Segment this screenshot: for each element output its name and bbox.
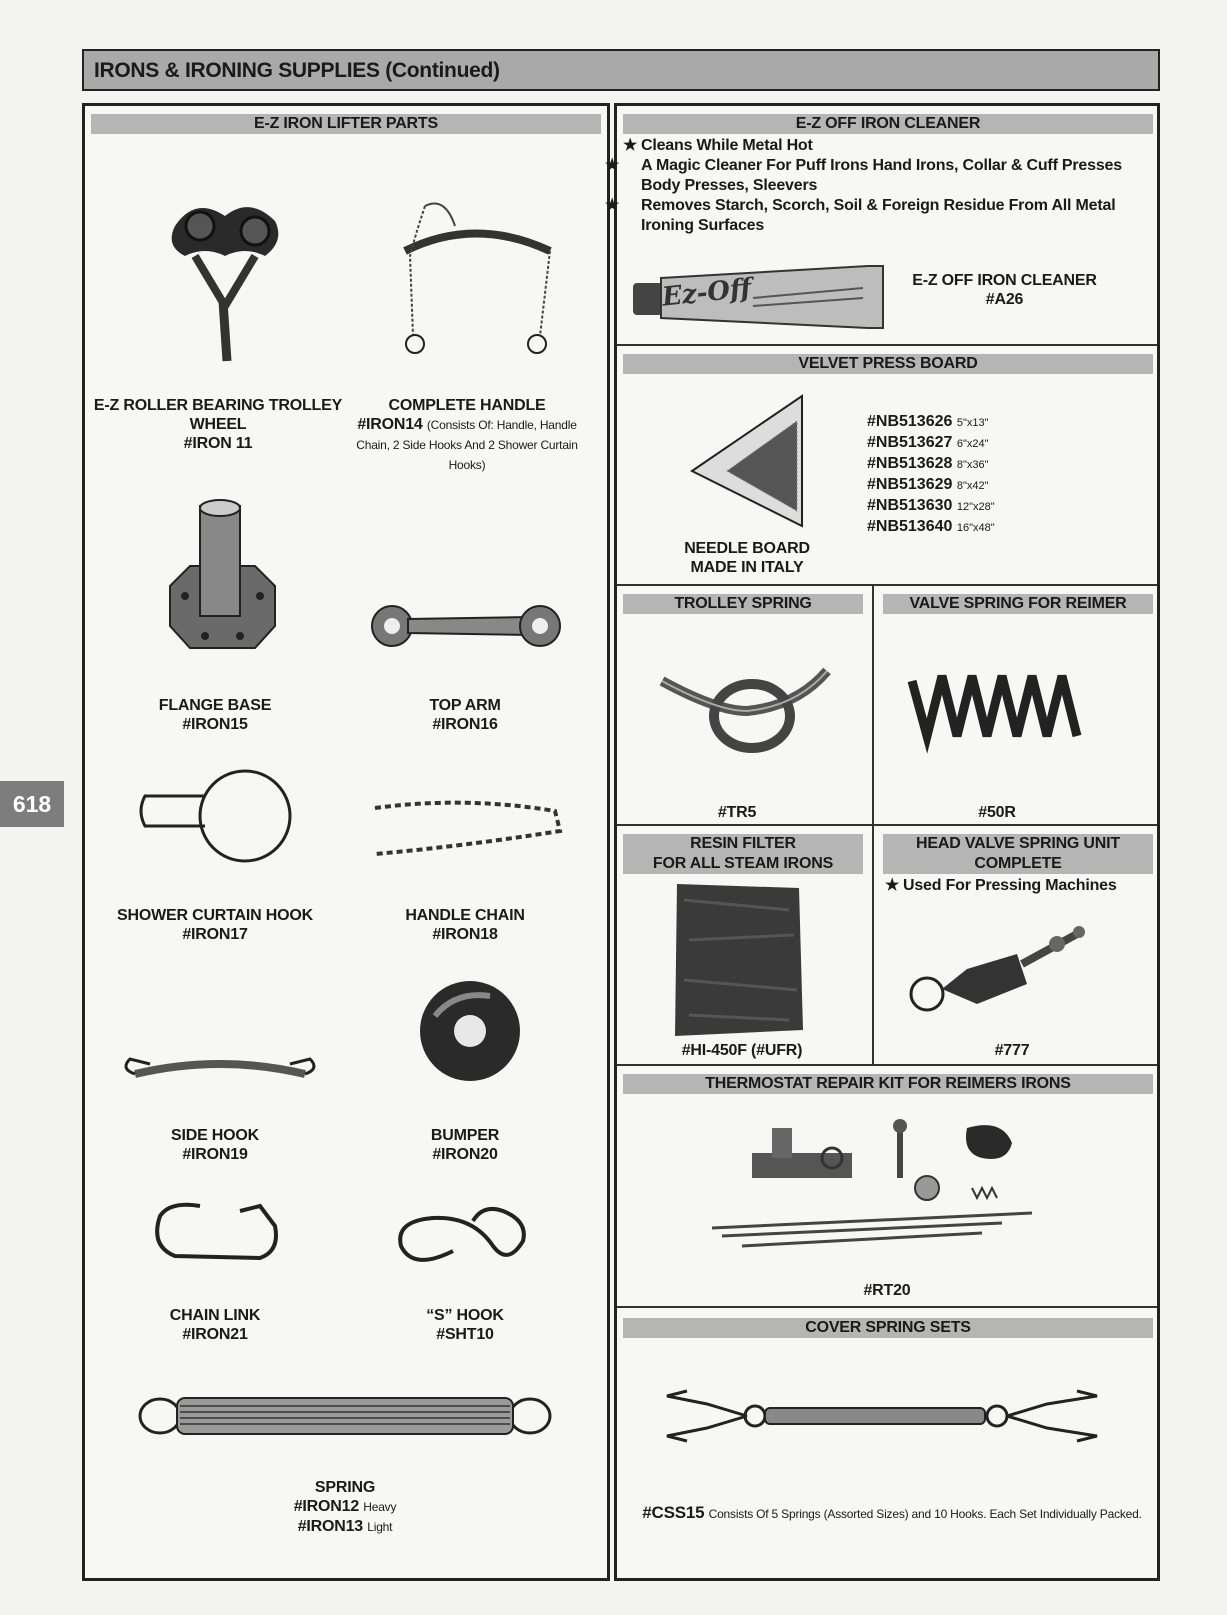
complete-handle-caption: COMPLETE HANDLE #IRON14 (Consists Of: Handle, Handle Chain, 2 Side Hooks And 2 Shower Curtain Hooks) [356,397,578,472]
side-hook-caption: SIDE HOOK #IRON19 [171,1127,259,1163]
ez-off-bullet-2: ★ A Magic Cleaner For Puff Irons Hand Irons, Collar & Cuff Presses Body Presses, Sleevers [605,157,1122,194]
star-icon: ★ [605,157,620,174]
star-icon: ★ [623,137,638,154]
spring-image [135,1376,555,1456]
ez-off-product-caption: E-Z OFF IRON CLEANER #A26 [912,272,1097,308]
side-hook-image [120,1049,320,1089]
right-panel [605,103,1160,1581]
valve-spring-title: VALVE SPRING FOR REIMER [883,594,1153,614]
divider [617,1306,1157,1308]
trolley-wheel-caption: E-Z ROLLER BEARING TROLLEY WHEEL #IRON 11 [93,397,343,452]
s-hook-image [393,1196,533,1276]
trolley-spring-code: #TR5 [717,804,757,821]
head-valve-image [907,914,1087,1024]
shower-hook-caption: SHOWER CURTAIN HOOK #IRON17 [117,907,313,943]
divider [617,584,1157,586]
lifter-parts-title: E-Z IRON LIFTER PARTS [91,114,601,134]
flange-base-caption: FLANGE BASE #IRON15 [158,697,272,733]
divider [617,1064,1157,1066]
complete-handle-image [385,196,565,356]
size-row: #NB513629 8"x42" [867,476,989,493]
size-row: #NB513628 8"x36" [867,455,989,472]
left-panel [82,103,610,1581]
head-valve-bullet: ★ Used For Pressing Machines [885,877,1117,894]
size-row: #NB513627 6"x24" [867,434,989,451]
s-hook-caption: “S” HOOK #SHT10 [426,1307,504,1343]
top-arm-image [370,601,565,651]
bumper-caption: BUMPER #IRON20 [430,1127,500,1163]
divider [617,344,1157,346]
ez-off-bullet-1: ★ Cleans While Metal Hot [623,137,813,154]
cover-spring-image [657,1376,1117,1456]
thermostat-title: THERMOSTAT REPAIR KIT FOR REIMERS IRONS [623,1074,1153,1094]
cover-spring-title: COVER SPRING SETS [623,1318,1153,1338]
head-valve-code: #777 [994,1042,1030,1059]
ez-off-bullet-3: ★ Removes Starch, Scorch, Soil & Foreign Residue From All Metal Ironing Surfaces [605,197,1116,234]
spring-caption: SPRING #IRON12 Heavy #IRON13 Light [293,1479,397,1535]
handle-chain-caption: HANDLE CHAIN #IRON18 [405,907,525,943]
trolley-spring-title: TROLLEY SPRING [623,594,863,614]
chain-link-caption: CHAIN LINK #IRON21 [169,1307,261,1343]
resin-filter-title: RESIN FILTER FOR ALL STEAM IRONS [623,834,863,874]
handle-chain-image [365,796,565,866]
needle-board-caption: NEEDLE BOARD MADE IN ITALY [684,540,810,576]
valve-spring-code: #50R [978,804,1016,821]
chain-link-image [145,1196,285,1276]
cover-spring-caption: #CSS15 Consists Of 5 Springs (Assorted Sizes) and 10 Hooks. Each Set Individually Packed. [642,1503,1142,1522]
page-title: IRONS & IRONING SUPPLIES (Continued) [94,59,500,82]
divider [617,824,1157,826]
thermostat-code: #RT20 [863,1282,911,1299]
top-arm-caption: TOP ARM #IRON16 [429,697,501,733]
star-icon: ★ [885,877,900,894]
velvet-title: VELVET PRESS BOARD [623,354,1153,374]
trolley-spring-image [657,661,837,761]
page-number-tab: 618 [0,781,64,827]
size-row: #NB513630 12"x28" [867,497,995,514]
size-row: #NB513640 16"x48" [867,518,995,535]
bumper-image [415,976,525,1086]
valve-spring-image [907,671,1087,741]
flange-base-image [160,496,285,656]
needle-board-sizes [867,412,1067,538]
shower-hook-image [135,766,295,866]
trolley-wheel-image [155,186,295,366]
ez-off-title: E-Z OFF IRON CLEANER [623,114,1153,134]
star-icon: ★ [605,197,620,214]
page-header [82,49,1160,91]
needle-board-image [687,391,817,531]
thermostat-kit-image [702,1118,1042,1258]
cleaner-tube-label: Ez-Off [660,273,753,313]
resin-filter-code: #HI-450F (#UFR) [681,1042,803,1059]
resin-filter-image [669,880,809,1040]
head-valve-title: HEAD VALVE SPRING UNIT COMPLETE [883,834,1153,874]
size-row: #NB513626 5"x13" [867,413,989,430]
